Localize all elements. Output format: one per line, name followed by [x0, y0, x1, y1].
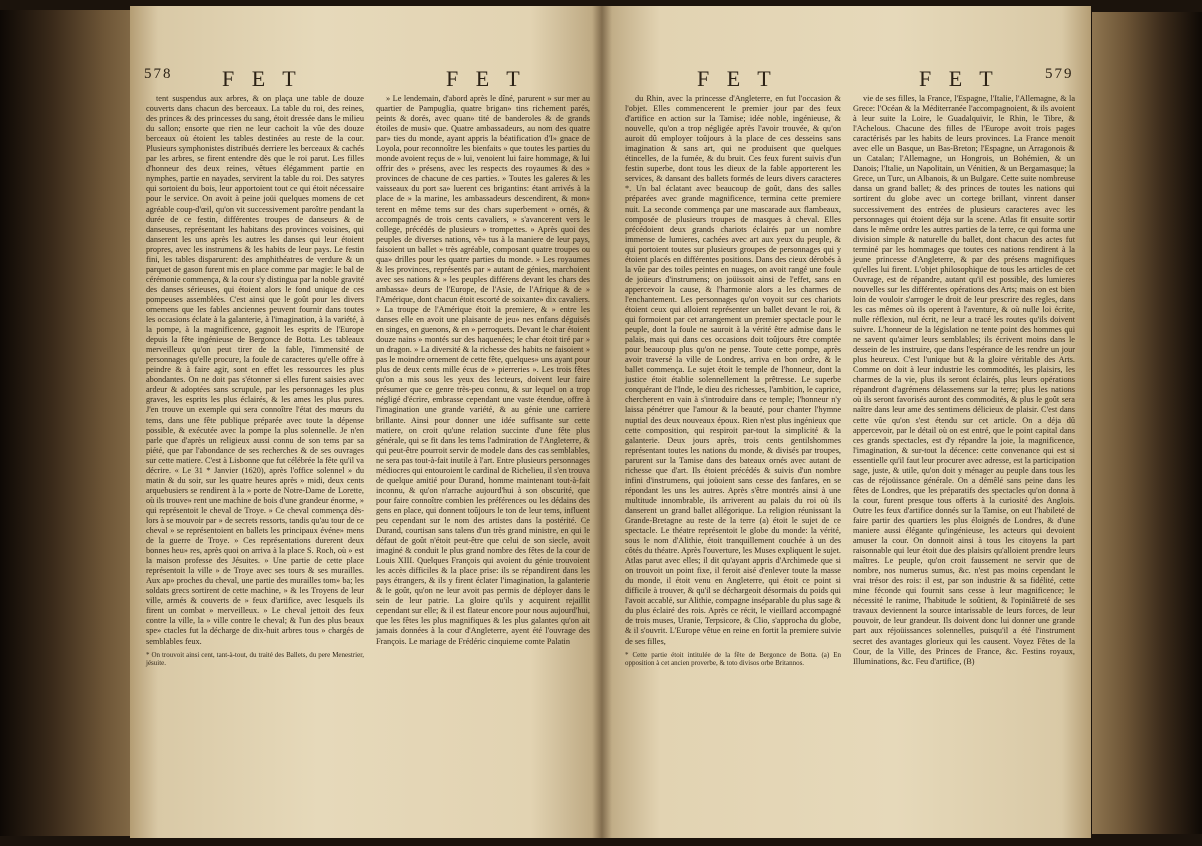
left-column-1-text: tent suspendus aux arbres, & on plaça une table de douze couverts dans chacun des berceaux. La table du roi, des reines, des princes & des princesses du sang, étoit dressée dans le milieu du sallon; ensorte que rien ne leur cachoit la vûe des douze berceaux où étoient les tables destinées au reste de la cour. Plusieurs symphonistes distribués derriere les berceaux & cachés par les arbres, se firent entendre dès que le roi parut. Les filles d'honneur des deux reines, vêtues élégamment partie en nymphes, partie en nayades, servirent la table du roi. Des satyres qui sortoient du bois, leur apportoient tout ce qui étoit nécessaire pour le service. On avoit à peine joüi quelques momens de cet agréable coup-d'œil, qu'on vit successivement paroître pendant la durée de ce festin, différentes troupes de danseurs & de danseuses, représentant les habitans des provinces voisines, qui danserent les uns après les autres les danses qui leur étoient propres, avec les instrumens & les habits de leur pays. Le festin fini, les tables disparurent: des amphithéatres de verdure & un parquet de gason furent mis en place comme par magie: le bal de cérémonie commença, & la cour s'y distingua par la noble gravité des danses sérieuses, qui étoient alors le fond unique de ces pompeuses assemblées. C'est ainsi que le goût pour les divers ornemens que les fables anciennes peuvent fournir dans toutes les occasions éclate à la galanterie, à l'imagination, à la variété, à la pompe, à la magnificence, gagnoit les esprits de l'Europe depuis la fête ingénieuse de Bergonce de Botta. Les tableaux merveilleux qu'on peut tirer de la fable, l'immensité de personnages qu'elle procure, la foule de caracteres qu'elle offre à peindre & à faire agir, sont en effet les ressources les plus abondantes. On ne doit pas s'étonner si elles furent saisies avec ardeur & adoptées sans scrupule, par les personnages les plus graves, les esprits les plus éclairés, & les ames les plus pures. J'en trouve un exemple qui sera connoître l'état des mœurs du tems, dans une fête publique préparée avec toute la dépense possible, & exécutée avec la pompe la plus solennelle. Je n'en parle que d'après un religieux aussi connu de son tems par sa piété, que par l'abondance de ses recherches & de ses ouvrages sur cette matiere. C'est à Lisbonne que fut célébrée la fête qu'il va décrire. « Le 31 * Janvier (1620), après l'office solennel » du matin & du soir, sur les quatre heures après » midi, deux cents arquebusiers se rendirent à la » porte de Notre-Dame de Lorette, où ils trouve» rent une machine de bois d'une grandeur énorme, » qui représentoit le cheval de Troye. » Ce cheval commença dès-lors à se mouvoir par » de secrets ressorts, tandis qu'au tour de ce cheval » se représentoient en ballets les principaux événe» mens de la guerre de Troye. » Ces représentations durerent deux bonnes heu» res, après quoi on arriva à la place S. Roch, où » est la maison professe des Jésuites. » Une partie de cette place représentoit la ville » de Troye avec ses tours & ses murailles. Aux ap» proches du cheval, une partie des murailles tom» ba; les soldats grecs sortirent de cette machine, » & les Troyens de leur ville, armés & couverts de » feux d'artifice, avec lesquels ils firent un combat » merveilleux. » Le cheval jettoit des feux contre la ville, la » ville contre le cheval; & l'un des plus beaux spe» ctacles fut la décharge de dix-huit arbres tous » chargés de semblables feux.: [146, 94, 364, 646]
right-page-column-2: [853, 94, 1075, 830]
left-column-2-text: » Le lendemain, d'abord après le dîné, parurent » sur mer au quartier de Pampuglia, quatre brigan» tins richement parés, peints & dorés, avec quan» tité de banderoles & de grands étoiles de musi» que. Quatre ambassadeurs, au nom des quatre par» ties du monde, ayant appris la béatification d'I» gnace de Loyola, pour reconnoître les bienfaits » que toutes les parties du monde avoient reçus de » lui, venoient lui faire hommage, & lui offrir des » présens, avec les respects des royaumes & des » provinces de chacune de ces parties. » Toutes les galeres & les vaisseaux du port sa» luerent ces brigantins: étant arrivés à la place de » la marine, les ambassadeurs descendirent, & mon» terent en même tems sur des chars superbement » ornés, & accompagnés de trois cents cavaliers, » s'avancerent vers le college, précédés de plusieurs » trompettes. » Après quoi des peuples de diverses nations, vê» tus à la maniere de leur pays, faisoient un ballet » très agréable, composant quatre troupes ou qua» drilles pour les quatre parties du monde. » Les royaumes & les provinces, représentés par » autant de génies, marchoient avec ses nations & » les peuples différens devant les chars des ambassa» deurs de l'Europe, de l'Asie, de l'Afrique & de » l'Amérique, dont chacun étoit escorté de soixante» dix cavaliers. » La troupe de l'Amérique étoit la premiere, & » entre les danses elle en avoit une plaisante de jeu» nes enfans déguisés en singes, en guenons, & en » perroquets. Devant le char étoient douze nains » montés sur des haquenées; le char étoit tiré par » un dragon. » La diversité & la richesse des habits ne faisoient » pas le moindre ornement de cette fête, quelques» uns ayant pour plus de deux cents mille écus de » pierreries ». Les trois fêtes qu'on a mis sous les yeux des lecteurs, doivent leur faire présumer que ce genre très-peu connu, & sur lequel on a trop négligé d'écrire, embrasse cependant une vaste étendue, offre à l'imagination une grande variété, & au génie une carriere brillante. Ainsi pour donner une idée suffisante sur cette matiere, on croit qu'une relation succinte d'une fête plus générale, qui se fit dans les tems l'admiration de l'Angleterre, & qui peut-être pourroit servir de modele dans des cas semblables, ne sera pas tout-à-fait inutile à l'art. Entre plusieurs personnages médiocres qui entouroient le cardinal de Richelieu, il s'en trouva de quelque amitié pour Durand, homme maintenant tout-à-fait inconnu, & qu'on n'arrache aujourd'hui à son obscurité, que pour faire connoître combien les préférences ou les dédains des gens en place, qui donnent toûjours le ton de leur tems, influent peu cependant sur le nom des artistes dans la postérité. Ce Durand, courtisan sans talens d'un très grand ministre, en qui le défaut de goût n'étoit peut-être que celui de son siecle, avoit imaginé & conduit le plus grand nombre des fêtes de la cour de Louis XIII. Quelques François qui avoient du génie trouvoient les accès difficiles & la place prise: ils se répandirent dans les pays étrangers, & ils y firent éclater l'imagination, la galanterie & le goût, qu'on ne leur avoit pas permis de déployer dans le sein de leur patrie. La gloire qu'ils y acquirent rejaillit cependant sur elle; & il est flateur encore pour nous aujourd'hui, que les fêtes les plus magnifiques & les plus galantes qu'on ait jamais données à la cour d'Angleterre, ayent été l'ouvrage des François. Le mariage de Frédéric cinquieme comte Palatin: [376, 94, 590, 646]
right-page-column-1: [625, 94, 841, 830]
right-running-head-2: F E T: [919, 66, 999, 91]
left-page-footnote: * On trouvoit ainsi cent, tant-à-tout, du traité des Ballets, du pere Menestrier, jésuite.: [146, 650, 364, 667]
left-page-number: 578: [144, 66, 173, 82]
left-page-column-2: [376, 94, 590, 830]
right-page-footnote: * Cette partie étoit intitulée de la fête de Bergonce de Botta. (a) En opposition à cet ancien proverbe, & toto divisos orbe Britannos.: [625, 650, 841, 667]
left-page-header: [130, 66, 601, 96]
left-page-edges: [0, 10, 150, 836]
right-page-number: 579: [1045, 66, 1074, 82]
right-column-2-text: vie de ses filles, la France, l'Espagne, l'Italie, l'Allemagne, & la Grece: l'Océan & la Méditerranée l'accompagnoient, & ils avoient à leur suite la Loire, le Guadalquivir, le Rhin, le Tibre, & l'Achelous. Chacune des filles de l'Europe avoit trois pages caractérisés par les habits de leurs provinces. La France menoit avec elle un Basque, un Bas-Breton; l'Espagne, un Arragonois & un Catalan; l'Allemagne, un Hongrois, un Bohémien, & un Danois; l'Italie, un Napolitain, un Vénitien, & un Bergamasque; la Grece, un Turc, un Albanois, & un Bulgare. Cette suite nombreuse dansa un grand ballet; & des princes de toutes les nations qui sortirent du globe avec un cortege brillant, vinrent danser successivement des entrées de plusieurs caracteres avec les personnages qui étoient déja sur la scene. Atlas fit ensuite sortir dans le même ordre les autres parties de la terre, ce qui forma une division simple & naturelle du ballet, dont chacun des actes fut terminé par les hommages que toutes ces nations rendirent à la jeune princesse d'Angleterre, & par des présens magnifiques qu'elles lui firent. L'objet philosophique de tous les articles de cet Ouvrage, est de répandre, autant qu'il est possible, des lumieres nouvelles sur les différentes opérations des Arts; mais on est bien loin de vouloir s'arroger le droit de leur prescrire des regles, dans les cas mêmes où ils operent à l'aventure, & où nulle loi écrite, nulle réflexion, nul écrit, ne leur a tracé les routes qu'ils doivent suivre. L'honneur de la législation ne tente point des hommes qui ne savent qu'aimer leurs semblables; ils écrivent moins dans le dessein de les instruire, que dans l'espérance de les rendre un jour plus heureux. C'est l'unique but & la gloire véritable des Arts. Comme on doit à leur industrie les commodités, les plaisirs, les charmes de la vie, plus ils seront éclairés, plus leurs opérations répandront d'agrémens délassemens sur la terre; plus les nations où ils seront favorisés auront des commodités, & plus le goût sera naître dans leur ame des sentimens délicieux de plaisir. C'est dans cette vûe qu'on s'est étendu sur cet article. On a déja dû appercevoir, par le détail où on est entré, que le point capital dans ces grands spectacles, est d'y répandre la joie, la magnificence, l'imagination, & sur-tout la décence: cette convenance qui est si essentielle qu'il faut leur procurer avec adresse, est la participation sage, juste, & utile, qu'on doit y ménager au peuple dans tous les cas de réjoüissance générale. On a démêlé sans peine dans les fêtes de Londres, que les préparatifs des spectacles qu'on donna à la cour, furent presque tous offerts à la curiosité des Anglois. Outre les feux d'artifice donnés sur la Tamise, on eut l'habileté de faire partir des quartiers les plus éloignés de Londres, & d'une maniere aussi élégante qu'ingénieuse, les acteurs qui devoient amuser la cour. On donnoit ainsi à tous les citoyens la part raisonnable qui leur étoit due des plaisirs qu'alloient prendre leurs maîtres. Le peuple, qu'on croit faussement ne servir que de nombre, nos numerus sumus, &c. n'est pas moins cependant le vrai trésor des rois: il est, par son industrie & sa fidélité, cette mine féconde qui fournit sans cesse à leur magnificence; le nécessité le ranime, l'habitude le soûtient, & l'opiniâtreté de ses travaux deviennent la source intarissable de leurs forces, de leur pouvoir, de leur grandeur. Ils doivent donc lui donner une grande part aux réjoüissances solennelles, puisqu'il a été l'instrument secret des avantages glorieux qui les causent. Voyez Fêtes de la Cour, de la Ville, des Princes de France, &c. Festins royaux, Illuminations, &c. Feu d'artifice, (B): [853, 94, 1075, 666]
right-running-head-1: F E T: [697, 66, 777, 91]
book-gutter: [592, 6, 612, 838]
left-running-head-1: F E T: [222, 66, 302, 91]
right-page-header: [601, 66, 1091, 96]
right-column-1-text: du Rhin, avec la princesse d'Angleterre, en fut l'occasion & l'objet. Elles commencerent le premier jour par des feux d'artifice en action sur la Tamise; idée noble, ingénieuse, & nouvelle, qu'on a trop négligée après l'avoir trouvée, & qu'on auroit dû employer toûjours à la place de ces desseins sans imagination & sans art, qui ne produisent que quelques étincelles, de la fumée, & du bruit. Ces feux furent suivis d'un festin superbe, dont tous les dieux de la fable apporterent les services, & dansant des ballets formés de leurs divers caracteres *. Un bal éclatant avec beaucoup de goût, dans des salles préparées avec grande magnificence, termina cette premiere nuit. La seconde commença par une mascarade aux flambeaux, composée de plusieurs troupes de masques à cheval. Elles précédoient deux grands chariots éclairés par un nombre immense de lumieres, cachées avec art aux yeux du peuple, & qui portoient toutes sur plusieurs groupes de personnages qui y étoient placés en différentes positions. Dans des cieux dérobés à la vûe par des toiles peintes en nuages, on avoit rangé une foule de joüeurs d'instrumens; on joüissoit ainsi de l'effet, sans en appercevoir la cause, & l'harmonie alors a les charmes de l'enchantement. Les personnages qu'on voyoit sur ces chariots étoient ceux qui alloient représenter un ballet devant le roi, & qui formoient par cet arrangement un premier spectacle pour le peuple, dont la foule ne sauroit à la vérité être admise dans le palais, mais qui dans ces occasions doit toûjours être comptée pour beaucoup plus qu'on ne pense. Toute cette pompe, après avoir traversé la ville de Londres, arriva en bon ordre, & le ballet commença. Le sujet étoit le temple de l'honneur, dont la justice étoit établie solennellement la prêtresse. Le superbe conquérant de l'Inde, le dieu des richesses, l'ambition, le caprice, chercherent en vain à s'introduire dans ce temple; l'honneur n'y laissa pénétrer que l'amour & la beauté, pour chanter l'hymne nuptial des deux nouveaux époux. Rien n'est plus ingénieux que cette composition, qui respiroit par-tout la simplicité & la galanterie. Deux jours après, trois cents gentilshommes représentant toutes les nations du monde, & divisés par troupes, parurent sur la Tamise dans des bateaux ornés avec autant de richesse que d'art. Ils étoient précédés & suivis d'un nombre infini d'instrumens, qui joüoient sans cesse des fanfares, en se répondant les uns les autres. Après s'être montrés ainsi à une multitude innombrable, ils arriverent au palais du roi où ils danserent un grand ballet allégorique. La religion réunissant la Grande-Bretagne au reste de la terre (a) étoit le sujet de ce spectacle. Le théatre représentoit le globe du monde: la vérité, sous le nom d'Alithie, étoit tranquillement couchée à un des côtés du théatre. Après l'ouverture, les Muses expliquent le sujet. Atlas parut avec elles; il dit qu'ayant appris d'Archimede que si on trouvoit un point fixe, il feroit aisé d'enlever toute la masse du monde, il étoit venu en Angleterre, qui étoit ce point si difficile à trouver, & qu'il se déchargeoit désormais du poids qui l'avoit accablé, sur Alithie, compagne inséparable du plus sage & du plus éclairé des rois. Après ce récit, le vieillard accompagné de trois muses, Uranie, Terpsicore, & Clio, s'approcha du globe, & il s'ouvrit. L'Europe vêtue en reine en fortit la premiere suivie de ses filles,: [625, 94, 841, 646]
left-page: [130, 6, 601, 838]
left-running-head-2: F E T: [446, 66, 526, 91]
right-page: [601, 6, 1091, 838]
left-page-column-1: [146, 94, 364, 830]
right-page-edges: [1092, 12, 1202, 834]
